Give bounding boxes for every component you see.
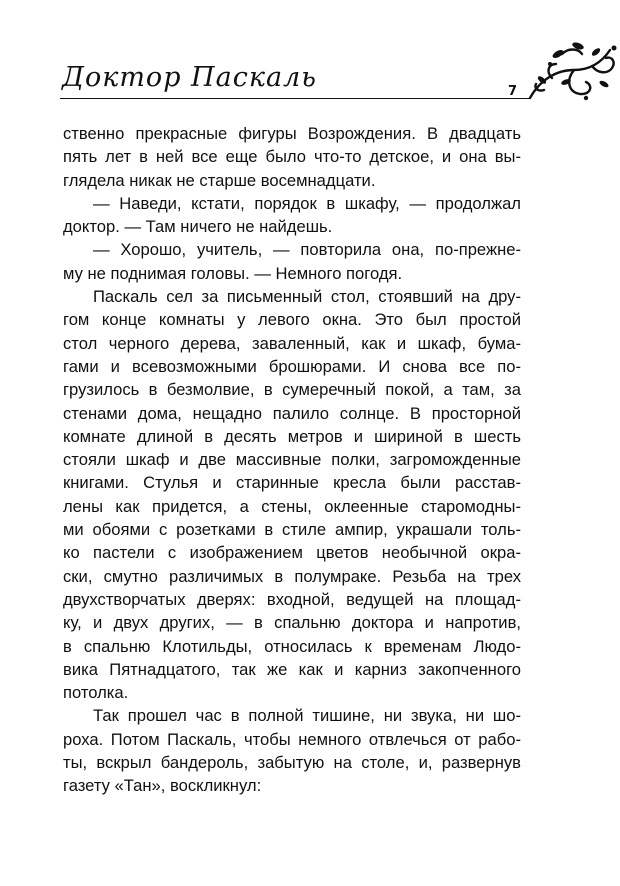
text-line: стенами дома, нещадно палило солнце. В просторной [63, 403, 521, 423]
text-line: книгами. Стулья и старинные кресла были расстав- [63, 473, 521, 493]
text-line: в спальню Клотильды, относилась к временам Людо- [63, 636, 521, 656]
text-line: ко пастели с изображением цветов необычной окра- [63, 543, 521, 563]
text-line: доктор. — Там ничего не найдешь. [63, 217, 333, 237]
text-line: глядела никак не старше восемнадцати. [63, 170, 376, 190]
text-line: комнате длиной в десять метров и шириной в шесть [63, 426, 521, 446]
text-line: ку, и двух других, — в спальню доктора и напротив, [63, 613, 521, 633]
text-line: пять лет в ней все еще было что-то детское, и она вы- [63, 147, 521, 167]
text-line: ски, смутно различимых в полумраке. Резьба на трех [63, 566, 521, 586]
text-line: газету «Тан», воскликнул: [63, 776, 262, 796]
page-number: 7 [508, 84, 518, 99]
text-line: роха. Потом Паскаль, чтобы немного отвлечься от рабо- [63, 729, 521, 749]
page-header [60, 40, 580, 110]
text-line: ты, вскрыл бандероль, забытую на столе, и, развернув [63, 753, 521, 773]
text-line: лены как придется, а стены, оклеенные старомодны- [63, 496, 521, 516]
text-line: ми обоями с розетками в стиле ампир, украшали толь- [63, 520, 521, 540]
text-line: стояли шкаф и две массивные полки, загроможденные [63, 450, 521, 470]
text-line: стол черного дерева, заваленный, как и шкаф, бума- [63, 333, 521, 353]
floral-swirl-ornament-icon [522, 40, 620, 104]
text-line: двухстворчатых дверях: входной, ведущей на площад- [63, 589, 521, 609]
header-rule [60, 98, 530, 99]
text-line: — Наведи, кстати, порядок в шкафу, — продолжал [93, 193, 521, 213]
text-line: Паскаль сел за письменный стол, стоявший на дру- [93, 287, 521, 307]
text-line: грузилось в безмолвие, в сумеречный покой, а там, за [63, 380, 521, 400]
running-title: Доктор Паскаль [62, 62, 317, 93]
text-line: ственно прекрасные фигуры Возрождения. В двадцать [63, 124, 521, 143]
text-line: потолка. [63, 683, 129, 703]
text-line: гом конце комнаты у левого окна. Это был простой [63, 310, 521, 330]
text-line: вика Пятнадцатого, так же как и карниз закопченного [63, 659, 521, 679]
text-line: — Хорошо, учитель, — повторила она, по-прежне- [93, 240, 521, 260]
body-text [63, 122, 521, 798]
text-line: Так прошел час в полной тишине, ни звука, ни шо- [93, 706, 521, 726]
text-line: гами и всевозможными брошюрами. И снова все по- [63, 356, 521, 376]
text-line: му не поднимая головы. — Немного погодя. [63, 263, 403, 283]
